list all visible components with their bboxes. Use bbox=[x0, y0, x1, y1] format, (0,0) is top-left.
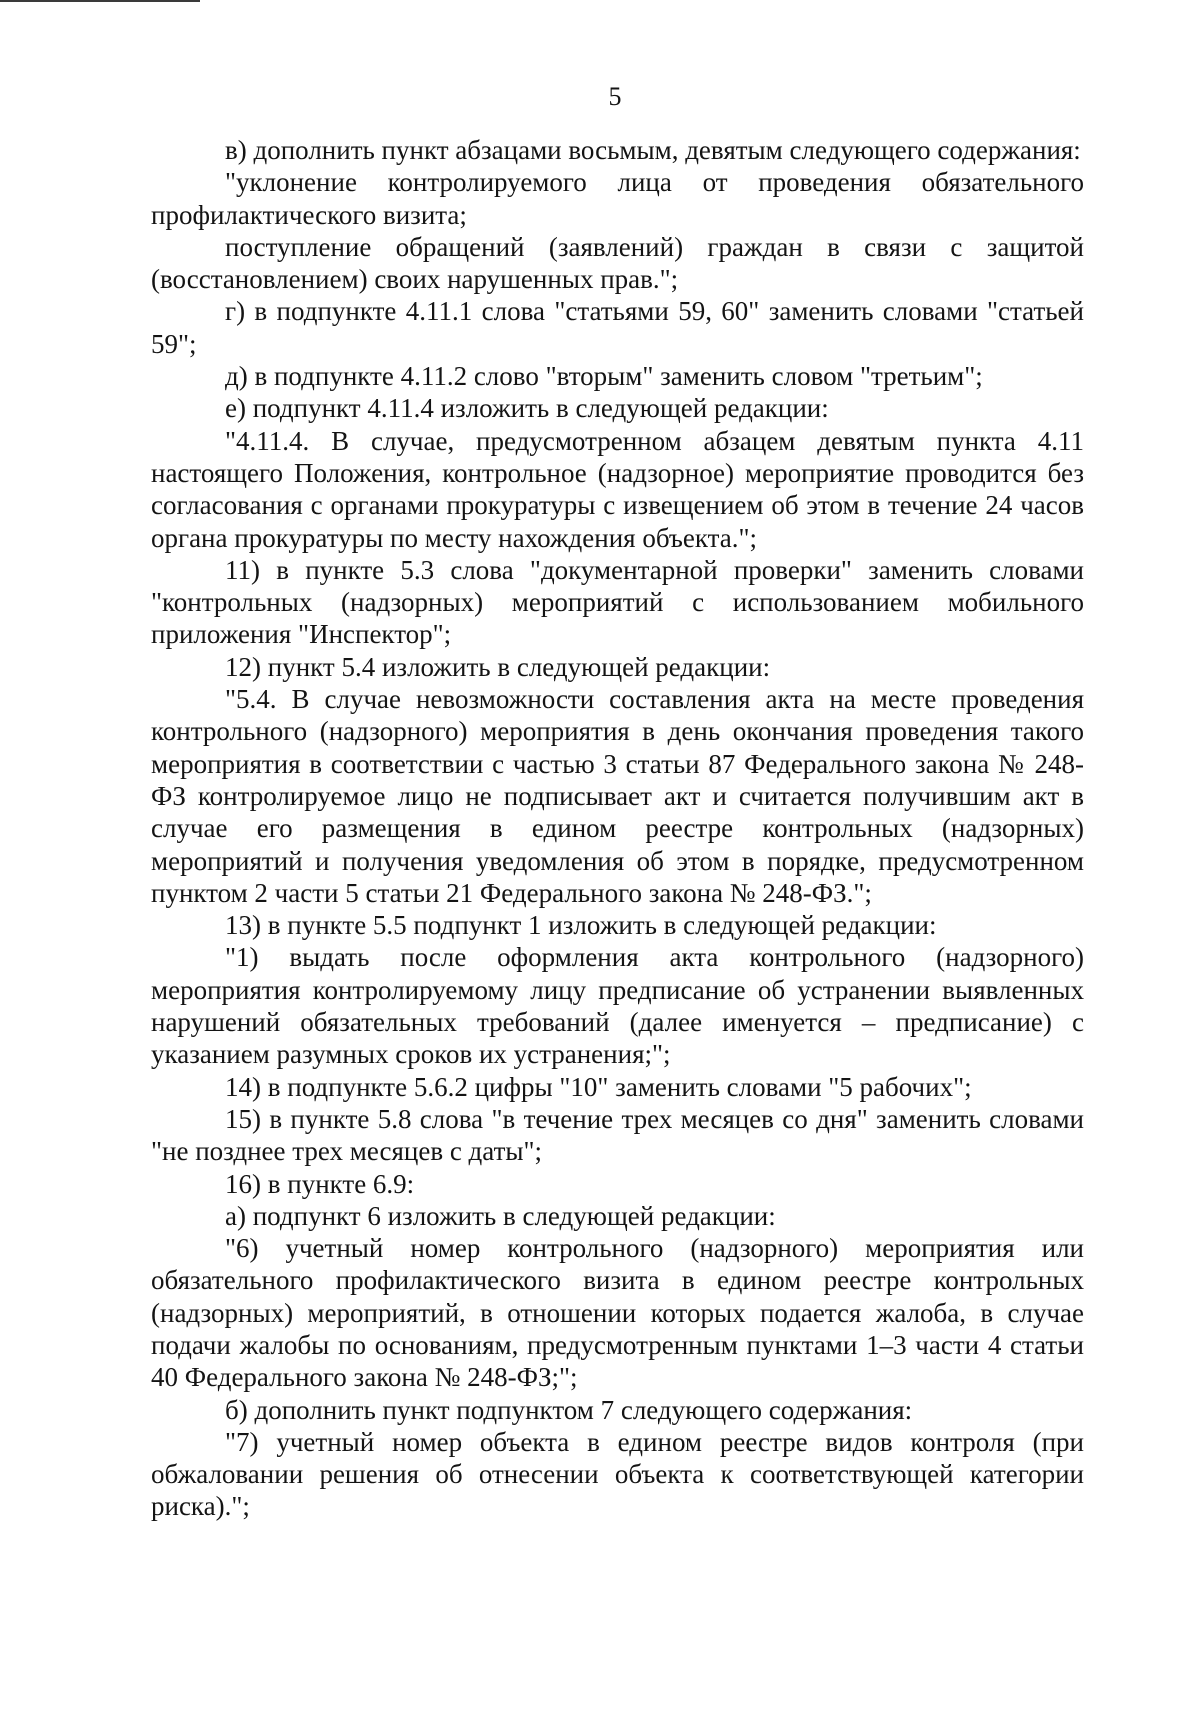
paragraph: 11) в пункте 5.3 слова "документарной проверки" заменить словами "контрольных (надзорных) мероприятий с использованием мобильного приложения "Инспектор"; bbox=[151, 554, 1084, 650]
document-body bbox=[151, 134, 1084, 1523]
paragraph: б) дополнить пункт подпунктом 7 следующего содержания: bbox=[225, 1394, 913, 1425]
paragraph: "1) выдать после оформления акта контрольного (надзорного) мероприятия контролируемому лицу предписание об устранении выявленных нарушений обязательных требований (далее именуется – предписание) с указанием разумных сроков их устранения;"; bbox=[151, 942, 1084, 1070]
paragraph: г) в подпункте 4.11.1 слова "статьями 59, 60" заменить словами "статьей 59"; bbox=[151, 296, 1084, 359]
paragraph: 13) в пункте 5.5 подпункт 1 изложить в следующей редакции: bbox=[225, 910, 937, 941]
paragraph: "5.4. В случае невозможности составления акта на месте проведения контрольного (надзорного) мероприятия в день окончания проведения такого мероприятия в соответствии с частью 3 статьи 87 Федерального закона № 248-ФЗ контролируемое лицо не подписывает акт и считается получившим акт в случае его размещения в едином реестре контрольных (надзорных) мероприятий и получения уведомления об этом в порядке, предусмотренном пунктом 2 части 5 статьи 21 Федерального закона № 248-ФЗ."; bbox=[151, 684, 1084, 908]
paragraph: "уклонение контролируемого лица от проведения обязательного профилактического визита; bbox=[151, 167, 1084, 230]
paragraph: "7) учетный номер объекта в едином реестре видов контроля (при обжаловании решения об отнесении объекта к соответствующей категории риска)."; bbox=[151, 1426, 1084, 1522]
paragraph: е) подпункт 4.11.4 изложить в следующей редакции: bbox=[225, 393, 829, 424]
paragraph: "4.11.4. В случае, предусмотренном абзацем девятым пункта 4.11 настоящего Положения, контрольное (надзорное) мероприятие проводится без согласования с органами прокуратуры с извещением об этом в течение 24 часов органа прокуратуры по месту нахождения объекта."; bbox=[151, 425, 1084, 553]
paragraph: 15) в пункте 5.8 слова "в течение трех месяцев со дня" заменить словами "не позднее трех месяцев с даты"; bbox=[151, 1103, 1084, 1167]
paragraph: д) в подпункте 4.11.2 слово "вторым" заменить словом "третьим"; bbox=[225, 361, 983, 392]
scan-edge-line bbox=[0, 0, 200, 2]
paragraph: в) дополнить пункт абзацами восьмым, девятым следующего содержания: bbox=[225, 135, 1081, 165]
paragraph: 16) в пункте 6.9: bbox=[225, 1168, 415, 1199]
paragraph: 12) пункт 5.4 изложить в следующей редакции: bbox=[225, 651, 771, 682]
page-number: 5 bbox=[608, 82, 622, 111]
paragraph: 14) в подпункте 5.6.2 цифры "10" заменить словами "5 рабочих"; bbox=[225, 1071, 972, 1102]
paragraph: а) подпункт 6 изложить в следующей редакции: bbox=[225, 1200, 776, 1231]
paragraph: поступление обращений (заявлений) граждан в связи с защитой (восстановлением) своих нарушенных прав."; bbox=[151, 231, 1084, 295]
paragraph: "6) учетный номер контрольного (надзорного) мероприятия или обязательного профилактического визита в едином реестре контрольных (надзорных) мероприятий, в отношении которых подается жалоба, в случае подачи жалобы по основаниям, предусмотренным пунктами 1–3 части 4 статьи 40 Федерального закона № 248-ФЗ;"; bbox=[151, 1233, 1084, 1393]
